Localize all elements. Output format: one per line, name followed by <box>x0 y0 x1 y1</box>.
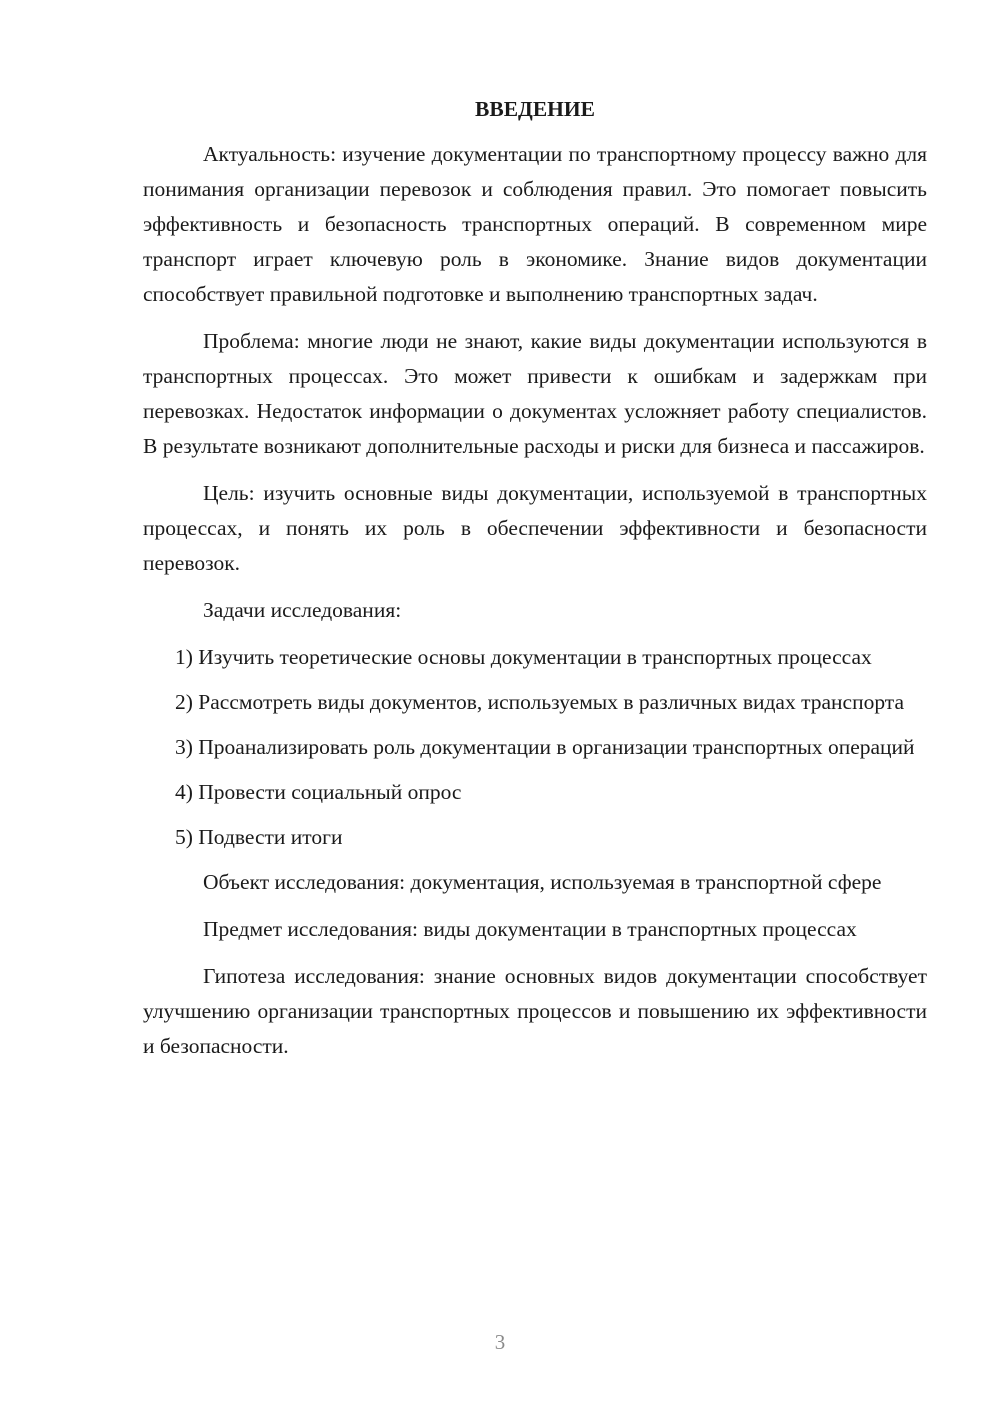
page-title: ВВЕДЕНИЕ <box>475 97 595 121</box>
paragraph-goal: Цель: изучить основные виды документации, используемой в транспортных процессах, и понять их роль в обеспечении эффективности и безопасности перевозок. <box>143 481 927 575</box>
paragraph-problem: Проблема: многие люди не знают, какие виды документации используются в транспортных процессах. Это может привести к ошибкам и задержкам при перевозках. Недостаток информации о документах усложняет работу специалистов. В результате возникают дополнительные расходы и риски для бизнеса и пассажиров. <box>143 329 927 458</box>
tasks-heading: Задачи исследования: <box>203 598 402 622</box>
document-page <box>143 92 927 1076</box>
paragraph-hypothesis: Гипотеза исследования: знание основных видов документации способствует улучшению организации транспортных процессов и повышению их эффективности и безопасности. <box>143 964 927 1058</box>
paragraph-relevance: Актуальность: изучение документации по транспортному процессу важно для понимания организации перевозок и соблюдения правил. Это помогает повысить эффективность и безопасность транспортных операций. В современном мире транспорт играет ключевую роль в экономике. Знание видов документации способствует правильной подготовке и выполнению транспортных задач. <box>143 142 927 306</box>
task-item-2: 2) Рассмотреть виды документов, используемых в различных видах транспорта <box>175 690 905 714</box>
task-item-3: 3) Проанализировать роль документации в организации транспортных операций <box>175 735 915 759</box>
task-item-1: 1) Изучить теоретические основы документации в транспортных процессах <box>175 645 872 669</box>
task-item-4: 4) Провести социальный опрос <box>175 780 462 804</box>
paragraph-object: Объект исследования: документация, используемая в транспортной сфере <box>203 870 882 894</box>
page-number: 3 <box>494 1330 506 1354</box>
task-item-5: 5) Подвести итоги <box>175 825 343 849</box>
paragraph-subject: Предмет исследования: виды документации в транспортных процессах <box>203 917 857 941</box>
